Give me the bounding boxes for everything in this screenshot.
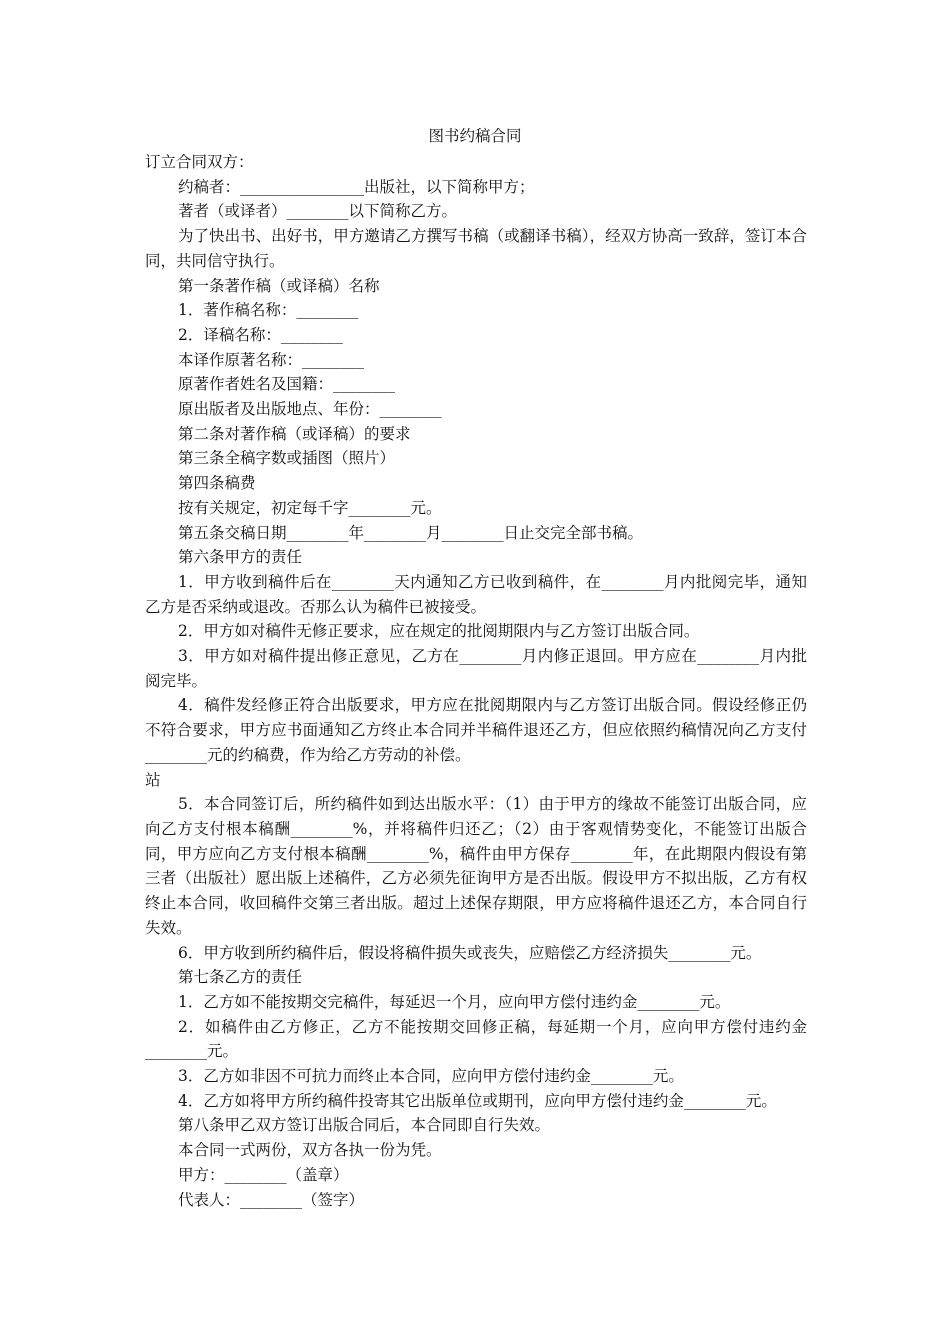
paragraph: 4．稿件发经修正符合出版要求，甲方应在批阅期限内与乙方签订出版合同。假设经修正仍不符合要求，甲方应书面通知乙方终止本合同并半稿件退还乙方，但应依照约稿情况向乙方支付________元的约稿费，作为给乙方劳动的补偿。 <box>145 696 807 764</box>
paragraph: 代表人：________（签字） <box>178 1190 365 1209</box>
paragraph: 2．译稿名称：________ <box>178 325 343 344</box>
paragraph: 3．甲方如对稿件提出修正意见，乙方在________月内修正退回。甲方应在________月内批阅完毕。 <box>145 647 807 690</box>
paragraph: 3．乙方如非因不可抗力而终止本合同，应向甲方偿付违约金________元。 <box>178 1067 684 1086</box>
document-title: 图书约稿合同 <box>428 127 522 145</box>
paragraph: 1．著作稿名称：________ <box>178 301 359 320</box>
paragraph: 站 <box>145 770 161 789</box>
paragraph: 原著作者姓名及国籍：________ <box>178 375 396 394</box>
paragraph: 第三条全稿字数或插图（照片） <box>178 449 396 468</box>
paragraph: 4．乙方如将甲方所约稿件投寄其它出版单位或期刊，应向甲方偿付违约金________元。 <box>178 1091 777 1110</box>
paragraph: 第五条交稿日期________年________月________日止交完全部书稿。 <box>178 523 644 542</box>
paragraph: 第二条对著作稿（或译稿）的要求 <box>178 424 411 443</box>
paragraph: 订立合同双方： <box>145 153 254 171</box>
paragraph: 第六条甲方的责任 <box>178 548 303 567</box>
paragraph: 本译作原著名称：________ <box>178 350 365 369</box>
paragraph: 6．甲方收到所约稿件后，假设将稿件损失或丧失，应赔偿乙方经济损失________元。 <box>178 943 762 962</box>
paragraph: 为了快出书、出好书，甲方邀请乙方撰写书稿（或翻译书稿），经双方协高一致辞，签订本合同，共同信守执行。 <box>145 227 807 270</box>
paragraph: 1．甲方收到稿件后在________天内通知乙方已收到稿件，在________月内批阅完毕，通知乙方是否采纳或退改。否那么认为稿件已被接受。 <box>145 572 807 616</box>
paragraph: 按有关规定，初定每千字________元。 <box>178 498 442 517</box>
paragraph: 2．如稿件由乙方修正，乙方不能按期交回修正稿，每延期一个月，应向甲方偿付违约金________元。 <box>145 1017 807 1061</box>
paragraph: 第七条乙方的责任 <box>178 968 303 987</box>
paragraph: 2．甲方如对稿件无修正要求，应在规定的批阅期限内与乙方签订出版合同。 <box>178 622 700 641</box>
paragraph: 著者（或译者）________以下简称乙方。 <box>178 202 458 221</box>
paragraph: 5．本合同签订后，所约稿件如到达出版水平：（1）由于甲方的缘故不能签订出版合同，应向乙方支付根本稿酬________%，并将稿件归还乙；（2）由于客观情势变化，不能签订出版合同，甲方应向乙方支付根本稿酬________%，稿件由甲方保存________年，在此期限内假设有第三者（出版社）愿出版上述稿件，乙方必须先征询甲方是否出版。假设甲方不拟出版，乙方有权终止本合同，收回稿件交第三者出版。超过上述保存期限，甲方应将稿件退还乙方，本合同自行失效。 <box>145 795 807 937</box>
paragraph: 甲方：________（盖章） <box>178 1165 349 1184</box>
paragraph: 约稿者：________________出版社，以下简称甲方； <box>178 177 535 196</box>
paragraph: 第四条稿费 <box>178 474 256 493</box>
paragraph: 原出版者及出版地点、年份：________ <box>178 400 442 419</box>
document-body <box>145 150 807 1212</box>
paragraph: 1．乙方如不能按期交完稿件，每延迟一个月，应向甲方偿付违约金________元。 <box>178 992 731 1011</box>
paragraph: 本合同一式两份，双方各执一份为凭。 <box>178 1141 442 1160</box>
paragraph: 第八条甲乙双方签订出版合同后，本合同即自行失效。 <box>178 1116 551 1135</box>
paragraph: 第一条著作稿（或译稿）名称 <box>178 276 380 295</box>
